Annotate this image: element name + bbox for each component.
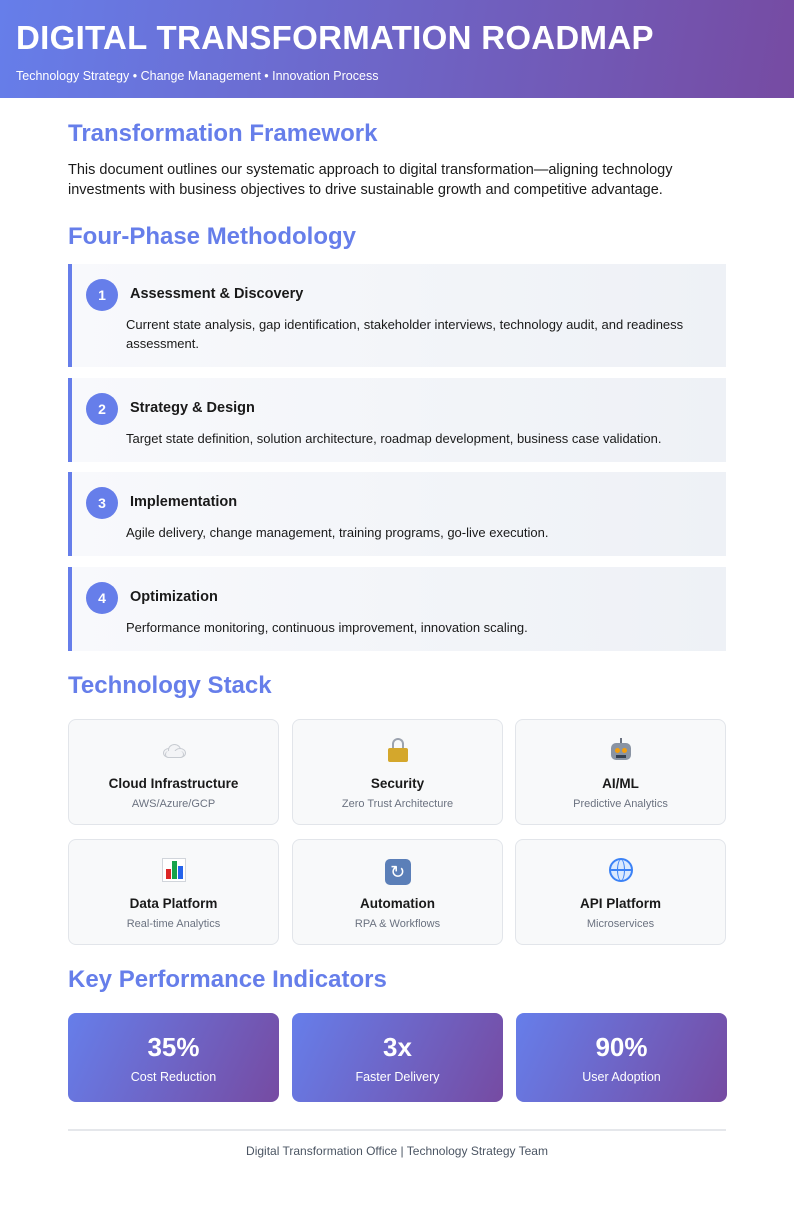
lock-icon [293,738,502,768]
phase-card-4 [68,567,726,651]
phase-number-badge: 4 [86,582,118,614]
kpi-value: 90% [595,1032,648,1062]
kpi-card-user-adoption [516,1013,727,1102]
footer-text: Digital Transformation Office | Technology Strategy Team [246,1144,548,1158]
tech-card-api-platform [515,839,726,945]
tech-card-data-platform [68,839,279,945]
tech-card-security [292,719,503,825]
phase-card-2 [68,378,726,462]
kpi-label: User Adoption [582,1070,661,1084]
tech-description: Microservices [586,918,655,930]
phase-title: Strategy & Design [130,400,255,416]
framework-intro: This document outlines our systematic approach to digital transformation—aligning technology investments with business objectives to drive sustainable growth and competitive advantage. [68,162,673,198]
kpi-value: 3x [383,1032,412,1062]
kpi-label: Cost Reduction [130,1070,217,1084]
phase-title: Assessment & Discovery [130,286,304,302]
globe-icon [516,858,725,888]
tech-stack-heading: Technology Stack [68,672,272,699]
framework-heading: Transformation Framework [68,120,378,147]
tech-name: API Platform [579,896,661,911]
phase-card-3 [68,472,726,556]
phase-description: Agile delivery, change management, training programs, go-live execution. [126,525,549,540]
page-title: DIGITAL TRANSFORMATION ROADMAP [16,19,654,56]
phase-title: Optimization [130,589,218,605]
kpi-card-cost-reduction [68,1013,279,1102]
tech-name: AI/ML [602,776,639,791]
cloud-icon [69,738,278,764]
tech-card-ai-ml [515,719,726,825]
robot-icon [516,738,725,768]
phase-description: Current state analysis, gap identification, stakeholder interviews, technology audit, and readiness assessment. [126,317,684,351]
phase-description: Target state definition, solution architecture, roadmap development, business case validation. [126,431,662,446]
kpi-card-faster-delivery [292,1013,503,1102]
tech-description: Zero Trust Architecture [341,798,454,810]
page-header [0,0,794,98]
tech-description: RPA & Workflows [354,918,441,930]
tech-description: Predictive Analytics [573,798,668,810]
tech-card-automation [292,839,503,945]
kpi-label: Faster Delivery [355,1070,440,1084]
tech-description: AWS/Azure/GCP [131,798,216,810]
tech-name: Cloud Infrastructure [108,776,239,791]
tech-card-cloud-infrastructure [68,719,279,825]
tech-description: Real-time Analytics [126,918,221,930]
phase-number-badge: 3 [86,487,118,519]
phase-title: Implementation [130,494,238,510]
bar-chart-icon [69,858,278,888]
kpi-value: 35% [147,1032,200,1062]
tech-name: Automation [360,896,435,911]
page-subtitle: Technology Strategy • Change Management • Innovation Process [16,69,379,83]
methodology-heading: Four-Phase Methodology [68,223,356,250]
footer-divider [68,1129,726,1131]
phase-number-badge: 1 [86,279,118,311]
phase-card-1 [68,264,726,367]
phase-number-badge: 2 [86,393,118,425]
tech-name: Security [370,776,425,791]
phase-description: Performance monitoring, continuous improvement, innovation scaling. [126,620,528,635]
kpi-heading: Key Performance Indicators [68,966,387,993]
sync-icon: ↻ [293,858,502,885]
tech-name: Data Platform [129,896,218,911]
